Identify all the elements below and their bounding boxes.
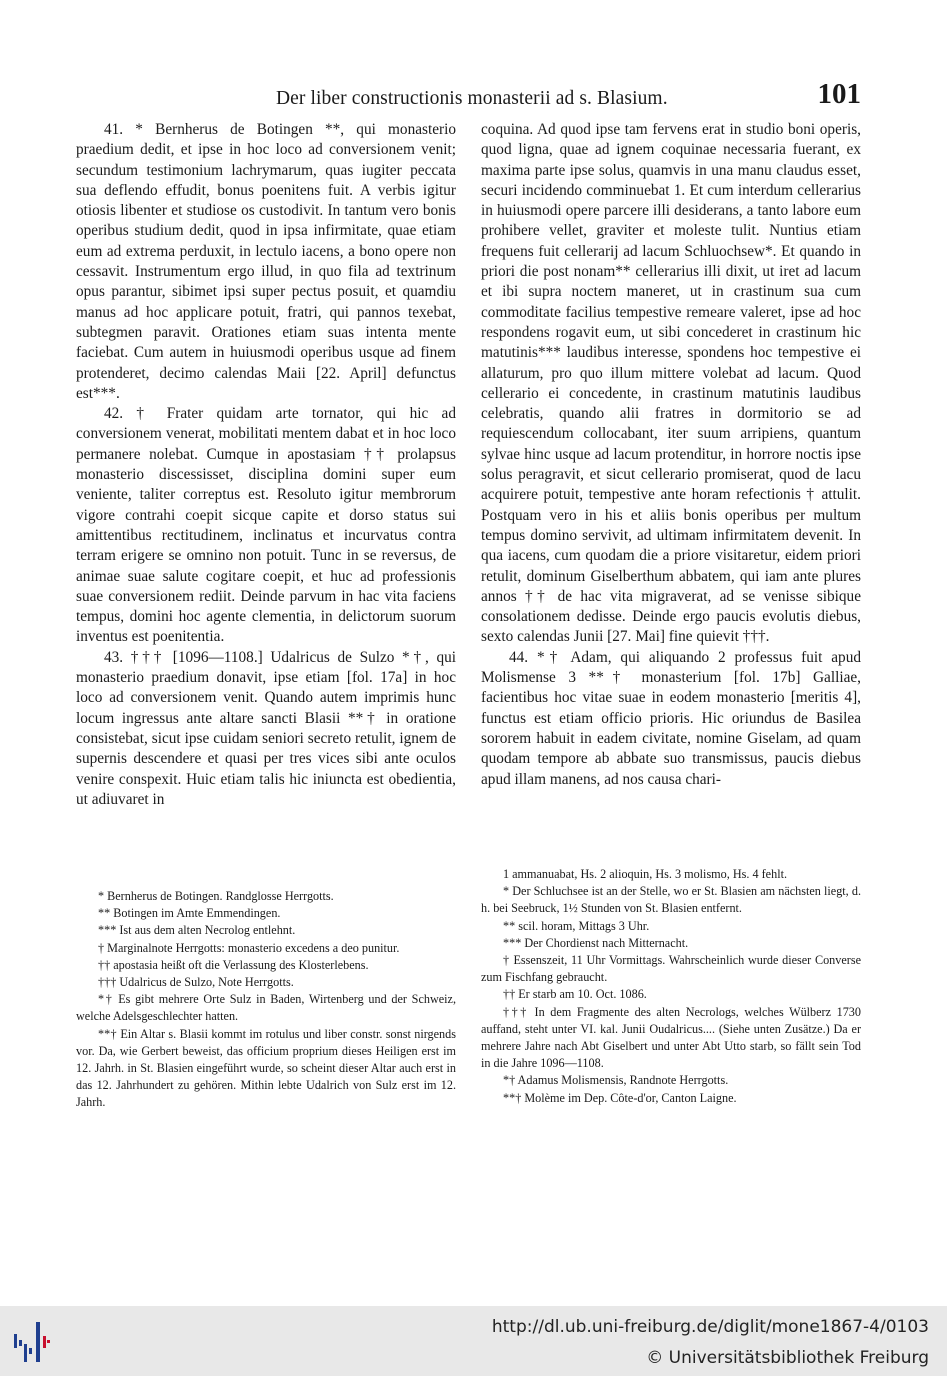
footnote: ** Botingen im Amte Emmendingen. xyxy=(98,906,281,921)
footnotes-left xyxy=(76,888,456,1112)
footnote: **† Ein Altar s. Blasii kommt im rotulus und liber constr. sonst nirgends vor. Da, wie Gerbert beweist, das officium proprium dieses Heiligen erst im 12. Jahrh. in St. Blasien eingeführt wurde, so scheint dieser Altar auch erst in das 12. Jahrhundert zu gehören. Mithin lebte Udalrich von Sulz erst im 12. Jahrh. xyxy=(76,1026,456,1110)
footnote: * Bernherus de Botingen. Randglosse Herrgotts. xyxy=(98,889,334,903)
paragraph-44: 44. *† Adam, qui aliquando 2 professus fuit apud Molismense 3 **† monasterium [fol. 17b] Galliae, facientibus hoc vitae suae in eodem monasterio [meritis 4], functus est etiam officio prioris. Hic oriundus de Basilea sororem habuit in eadem civitate, nomine Giselam, ad quam quodam tempore ab abbate suo transmissus, paucis diebus apud illam manens, ad nos causa chari- xyxy=(481,648,861,788)
footnote: † Marginalnote Herrgotts: monasterio excedens a deo punitur. xyxy=(98,940,400,955)
footnote: ††† In dem Fragmente des alten Necrologs, welches Wülberz 1730 auffand, steht unter VI. kal. Junii Oudalricus.... (Siehe unten Zusätze.) Da er mehrere Jahre nach Abt Giselbert und unter Abt Utto starb, so fällt sein Tod in die Jahre 1096—1108. xyxy=(481,1004,861,1071)
footnote: 1 ammanuabat, Hs. 2 alioquin, Hs. 3 molismo, Hs. 4 fehlt. xyxy=(503,867,788,881)
right-text-column xyxy=(481,120,861,790)
paragraph-41: 41. * Bernherus de Botingen **, qui monasterio praedium dedit, et ipse in hoc loco ad conversionem venit; secundum testimonium lachrymarum, quas iugiter peccata sua deflendo effudit, bonus poenitens fuit. A verbis igitur otiosis libenter et studiose os custodivit. In tantum vero bonis operibus studium dedit, quod in ipsa infirmitate, quae etiam eum ad extrema perduxit, in lectulo iacens, a bono opere non cessavit. Instrumentum ergo illud, in quo fila ad textrinum opus parantur, sibimet ipsi super pectus posuit, et quamdiu manus ad hoc applicare potuit, fratri, qui pannos texebat, subtegmen paravit. Orationes etiam suas intenta mente faciebat. Cum autem in huiusmodi operibus usque ad finem protenderet, decimo calendas Maii [22. April] defunctus est***. xyxy=(76,121,456,402)
footnote: *† Adamus Molismensis, Randnote Herrgotts. xyxy=(503,1073,729,1088)
footnotes-right xyxy=(481,866,861,1107)
footnote: **† Molème im Dep. Côte-d'or, Canton Laigne. xyxy=(503,1090,737,1105)
footer-copyright: © Universitätsbibliothek Freiburg xyxy=(646,1348,929,1368)
footnote: * Der Schluchsee ist an der Stelle, wo er St. Blasien am nächsten liegt, d. h. bei Seebruck, 1½ Stunden von St. Blasien entfernt. xyxy=(481,884,861,916)
header-title: Der liber constructionis monasterii ad s. Blasium. xyxy=(276,88,668,109)
footnote: *† Es gibt mehrere Orte Sulz in Baden, Wirtenberg und der Schweiz, welche Adelsgeschlechter hatten. xyxy=(76,992,456,1024)
paragraph-43: 43. ††† [1096—1108.] Udalricus de Sulzo *†, qui monasterio praedium donavit, ipse etiam [fol. 17a] in hoc loco ad conversionem venit. Quando autem imprimis hunc locum ingressus ante altare sancti Blasii **† in oratione consistebat, sicut ipse cuidam seniori secreto retulit, ignem de supernis descendere et quasi per tres vices sibi ante oculos venire conspexit. Huic etiam talis hic iniuncta est obedientia, ut adiuvaret in xyxy=(76,648,456,808)
footnote: †† Er starb am 10. Oct. 1086. xyxy=(503,987,647,1002)
footnote: ** scil. horam, Mittags 3 Uhr. xyxy=(503,918,650,933)
footnote: *** Der Chordienst nach Mitternacht. xyxy=(503,935,689,950)
footer-bar xyxy=(0,1306,947,1376)
left-text-column xyxy=(76,120,456,810)
page-number: 101 xyxy=(817,78,861,110)
paragraph-43-continued: coquina. Ad quod ipse tam fervens erat in studio boni operis, quod ligna, quae ad ignem coquinae necessaria fuerant, ex maxima parte ipse solus, quamvis in una manu claudus esset, securi incidendo comminuebat 1. Et cum interdum cellerarius in huiusmodi opere parcere illi desiderans, a tanto labore eum prohibere vellet, graviter et moleste tulit. Nuntius etiam frequens fuit cellerarij ad lacum Schluochsew*. Et quando in priori die post nonam** cellerarius illi dixit, ut iret ad lacum et ibi supra noctem maneret, ut in crastinum sua cum commoditate facilius tempestive remeare valeret, ipse ad hoc respondens rogavit eum, ut sibi concederet in crastinum hic matutinis*** laudibus interesse, spondens hoc tempestive ei allaturum, pro quo illum mittere volebat ad lacum. Quod cellerario ei concedente, in crastinum matutinis laudibus celebratis, quando alii fratres in dormitorio se ad requiescendum collocabant, iter suum arripiens, quantum sylvae hinc usque ad lacum protenditur, in horrore noctis ipse solus peragravit, et sicut cellerario promiserat, quod de lacu acquirere potuit, tempestive ante horam refectionis † attulit. Postquam vero in his et aliis bonis operibus per multum tempus domino servivit, ad ultimam infirmitatem devenit. In qua iacens, cum quodam die a priore visitaretur, eidem priori retulit, dominum Giselberthum abbatem, qui iam ante plures annos †† de hac vita migraverat, ad se venisse sibique consolationem dedisse. Deinde ergo paucis evolutis diebus, sexto calendas Junii [27. Mai] fine quievit †††. xyxy=(481,121,861,646)
paragraph-42: 42. † Frater quidam arte tornator, qui hic ad conversionem venerat, mobilitati mentem dabat et in hoc loco permanere nolebat. Cumque in apostasiam †† prolapsus monasterio discessisset, disciplina domini super eum veniente, taliter correptus est. Resoluto igitur membrorum vigore contrahi coepit sicque capite et dorso status sui amittentibus rectitudinem, inclinatus et incurvatus contra terram erigere se omnino non potuit. Tunc in se reversus, de animae suae salute cogitare coepit, et huc ad professionis suae conversionem rediit. Deinde parvum in hac vita faciens tempus, domini hoc agente clementia, in delictorum suorum inventus est poenitentia. xyxy=(76,405,456,646)
footnote: † Essenszeit, 11 Uhr Vormittags. Wahrscheinlich wurde dieser Converse zum Fischfang gebraucht. xyxy=(481,953,861,985)
footer-url-link[interactable]: http://dl.ub.uni-freiburg.de/diglit/mone1867-4/0103 xyxy=(491,1317,929,1337)
footnote: ††† Udalricus de Sulzo, Note Herrgotts. xyxy=(98,975,294,990)
footnote: *** Ist aus dem alten Necrolog entlehnt. xyxy=(98,923,296,938)
ub-freiburg-logo-icon xyxy=(12,1320,52,1364)
running-header xyxy=(76,78,861,118)
footnote: †† apostasia heißt oft die Verlassung des Klosterlebens. xyxy=(98,957,369,972)
